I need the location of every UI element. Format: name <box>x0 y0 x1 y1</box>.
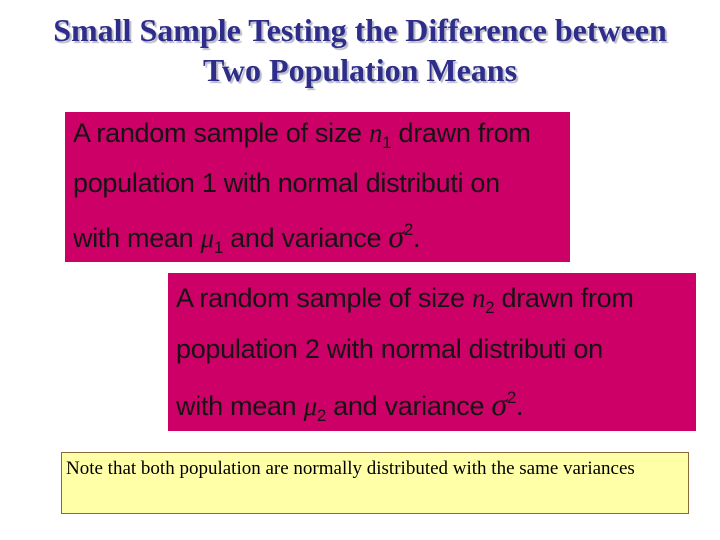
population-1-line-1 <box>73 118 531 153</box>
sample-size-variable: n <box>368 118 383 148</box>
population-1-box <box>65 112 570 262</box>
text-segment: drawn from <box>494 283 634 313</box>
sample-size-variable: n <box>471 283 486 313</box>
sigma-superscript: 2 <box>403 220 414 239</box>
period: . <box>516 391 524 421</box>
text-segment: A random sample of size <box>73 118 369 148</box>
text-segment: A random sample of size <box>176 283 472 313</box>
text-segment: and variance <box>325 391 492 421</box>
text-segment: and variance <box>222 223 389 253</box>
mean-symbol: μ <box>303 391 317 421</box>
sigma-superscript: 2 <box>506 388 517 407</box>
population-2-line-1 <box>176 283 634 318</box>
period: . <box>413 223 421 253</box>
mean-subscript: 2 <box>316 406 326 425</box>
population-2-box <box>168 273 696 431</box>
mean-subscript: 1 <box>213 238 223 257</box>
slide-title-line-2: Two Population Means <box>202 52 518 88</box>
sample-size-subscript: 2 <box>485 298 495 317</box>
text-segment: drawn from <box>391 118 531 148</box>
population-1-line-3 <box>73 218 420 258</box>
sigma-symbol: σ <box>388 218 404 254</box>
population-2-line-2: population 2 with normal distributi on <box>176 334 603 364</box>
text-segment: with mean <box>176 391 304 421</box>
note-box: Note that both population are normally distributed with the same variances <box>61 452 689 514</box>
text-segment: with mean <box>73 223 201 253</box>
sample-size-subscript: 1 <box>382 133 392 152</box>
population-2-line-3 <box>176 386 523 426</box>
sigma-symbol: σ <box>491 386 507 422</box>
mean-symbol: μ <box>200 223 214 253</box>
slide-title <box>0 10 720 90</box>
population-1-line-2: population 1 with normal distributi on <box>73 168 500 198</box>
slide-title-line-1: Small Sample Testing the Difference between <box>53 12 667 48</box>
